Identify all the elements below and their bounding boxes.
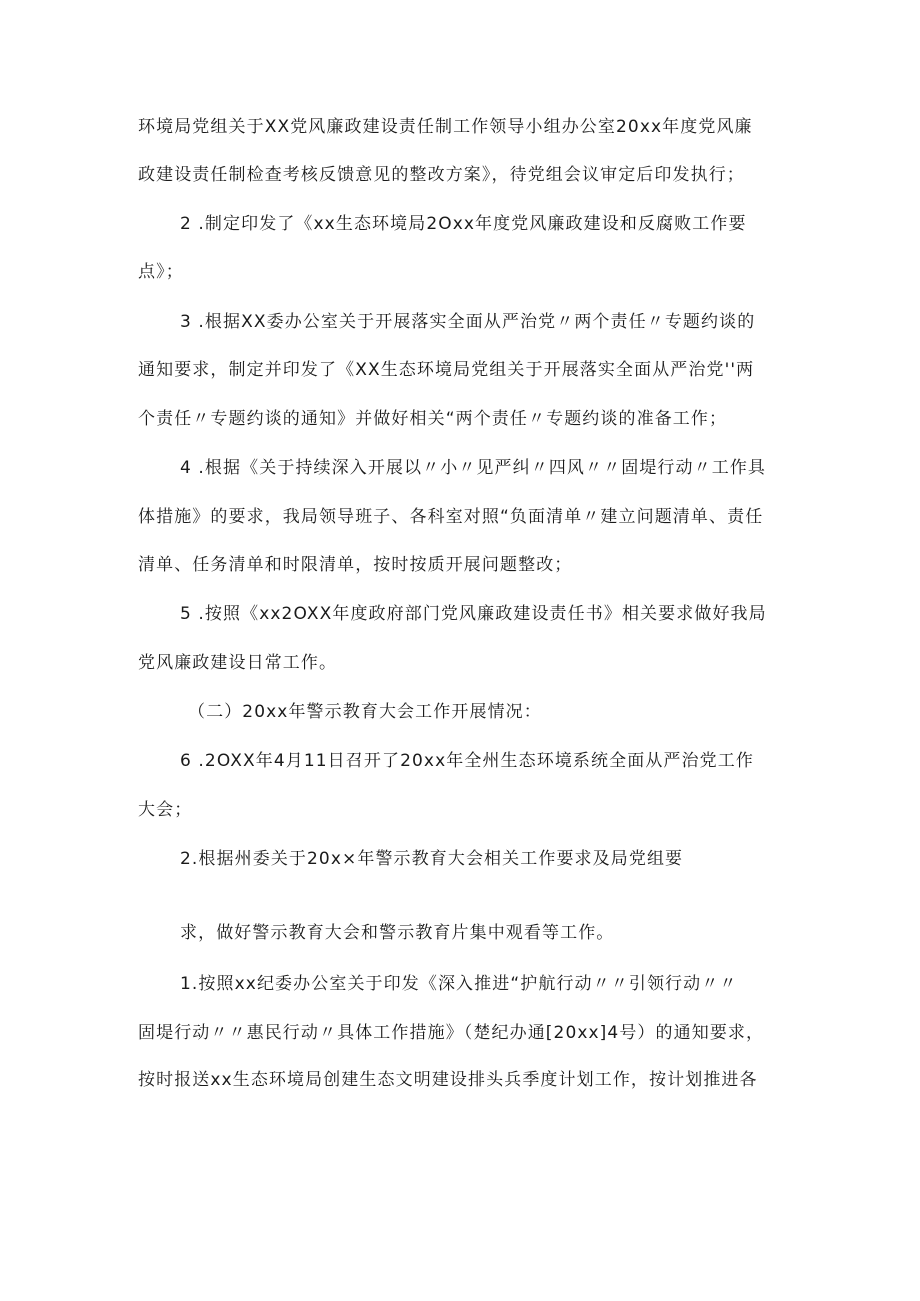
section-heading-2: （二）20xx年警示教育大会工作开展情况： bbox=[188, 702, 542, 722]
list-item-1b-line-1: 1.按照xx纪委办公室关于印发《深入推进“护航行动〃〃引领行动〃〃 bbox=[180, 974, 738, 994]
list-item-5-line-1: 5 .按照《xx2OXX年度政府部门党风廉政建设责任书》相关要求做好我局 bbox=[180, 604, 767, 624]
text-line-1: 环境局党组关于XX党风廉政建设责任制工作领导小组办公室20xx年度党风廉 bbox=[138, 117, 753, 137]
list-item-3-line-1: 3 .根据XX委办公室关于开展落实全面从严治党〃两个责任〃专题约谈的 bbox=[180, 312, 756, 332]
list-item-2b-line-2: 求，做好警示教育大会和警示教育片集中观看等工作。 bbox=[180, 923, 615, 943]
list-item-6-line-2: 大会； bbox=[138, 800, 193, 820]
list-item-1b-line-2: 固堤行动〃〃惠民行动〃具体工作措施》（楚纪办通[20xx]4号）的通知要求， bbox=[138, 1023, 765, 1043]
list-item-3-line-3: 个责任〃专题约谈的通知》并做好相关“两个责任〃专题约谈的准备工作； bbox=[138, 409, 728, 429]
list-item-4-line-3: 清单、任务清单和时限清单，按时按质开展问题整改； bbox=[138, 555, 573, 575]
list-item-3-line-2: 通知要求，制定并印发了《XX生态环境局党组关于开展落实全面从严治党''两 bbox=[138, 360, 755, 380]
list-item-2b-line-1: 2.根据州委关于20x×年警示教育大会相关工作要求及局党组要 bbox=[180, 849, 684, 869]
list-item-2-line-1: 2 .制定印发了《xx生态环境局2Oxx年度党风廉政建设和反腐败工作要 bbox=[180, 214, 747, 234]
list-item-2-line-2: 点》； bbox=[138, 262, 184, 282]
list-item-1b-line-3: 按时报送xx生态环境局创建生态文明建设排头兵季度计划工作，按计划推进各 bbox=[138, 1070, 758, 1090]
list-item-4-line-1: 4 .根据《关于持续深入开展以〃小〃见严纠〃四风〃〃固堤行动〃工作具 bbox=[180, 458, 767, 478]
list-item-5-line-2: 党风廉政建设日常工作。 bbox=[138, 653, 338, 673]
text-line-2: 政建设责任制检查考核反馈意见的整改方案》，待党组会议审定后印发执行； bbox=[138, 165, 745, 185]
list-item-4-line-2: 体措施》的要求，我局领导班子、各科室对照“负面清单〃建立问题清单、责任 bbox=[138, 507, 764, 527]
list-item-6-line-1: 6 .2OXX年4月11日召开了20xx年全州生态环境系统全面从严治党工作 bbox=[180, 751, 754, 771]
